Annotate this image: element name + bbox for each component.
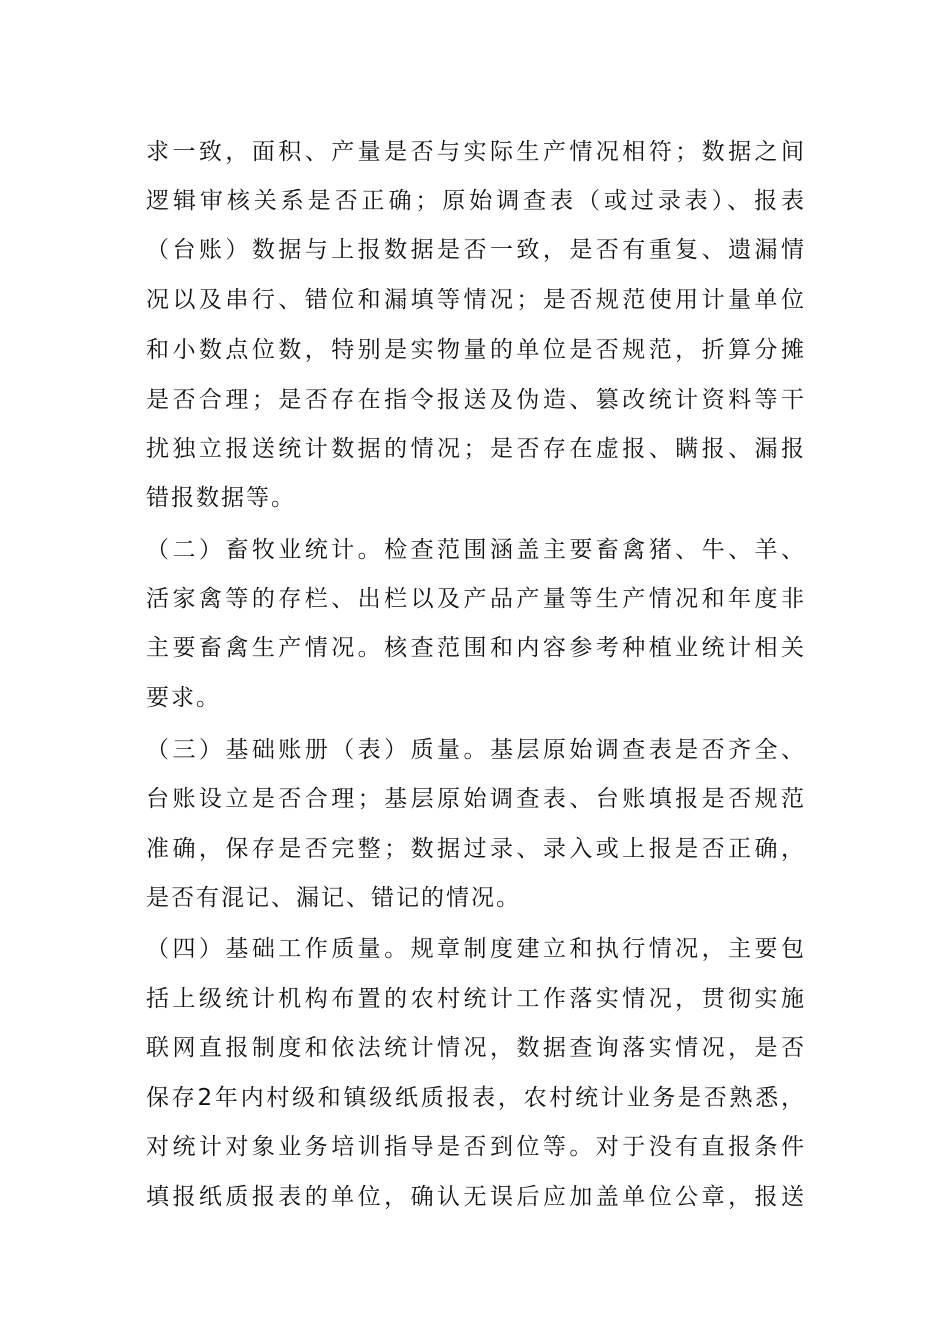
text-line: 对统计对象业务培训指导是否到位等。对于没有直报条件	[146, 1134, 806, 1160]
text-line: 保存2年内村级和镇级纸质报表，农村统计业务是否熟悉，	[146, 1085, 806, 1111]
text-line: 况以及串行、错位和漏填等情况；是否规范使用计量单位	[146, 287, 806, 313]
text-line: （二）畜牧业统计。检查范围涵盖主要畜禽猪、牛、羊、	[146, 537, 806, 563]
text-line: 要求。	[146, 685, 221, 711]
text-line: 是否有混记、漏记、错记的情况。	[146, 885, 521, 911]
text-line: 求一致，面积、产量是否与实际生产情况相符；数据之间	[146, 139, 806, 165]
text-line: 填报纸质报表的单位，确认无误后应加盖单位公章，报送	[146, 1184, 806, 1210]
text-line: 联网直报制度和依法统计情况，数据查询落实情况，是否	[146, 1035, 806, 1061]
text-line: 和小数点位数，特别是实物量的单位是否规范，折算分摊	[146, 337, 806, 363]
text-line: 错报数据等。	[146, 485, 296, 511]
text-line: 是否合理；是否存在指令报送及伪造、篡改统计资料等干	[146, 387, 806, 413]
text-line: 主要畜禽生产情况。核查范围和内容参考种植业统计相关	[146, 635, 806, 661]
text-line: （台账）数据与上报数据是否一致，是否有重复、遗漏情	[146, 237, 806, 263]
text-line: 扰独立报送统计数据的情况；是否存在虚报、瞒报、漏报	[146, 436, 806, 462]
text-line: （三）基础账册（表）质量。基层原始调查表是否齐全、	[146, 737, 806, 763]
text-line: 括上级统计机构布置的农村统计工作落实情况，贯彻实施	[146, 986, 806, 1012]
text-line: （四）基础工作质量。规章制度建立和执行情况，主要包	[146, 936, 806, 962]
text-line: 活家禽等的存栏、出栏以及产品产量等生产情况和年度非	[146, 586, 806, 612]
text-line: 准确，保存是否完整；数据过录、录入或上报是否正确，	[146, 836, 806, 862]
text-line: 台账设立是否合理；基层原始调查表、台账填报是否规范	[146, 786, 806, 812]
text-line: 逻辑审核关系是否正确；原始调查表（或过录表）、报表	[146, 188, 806, 214]
